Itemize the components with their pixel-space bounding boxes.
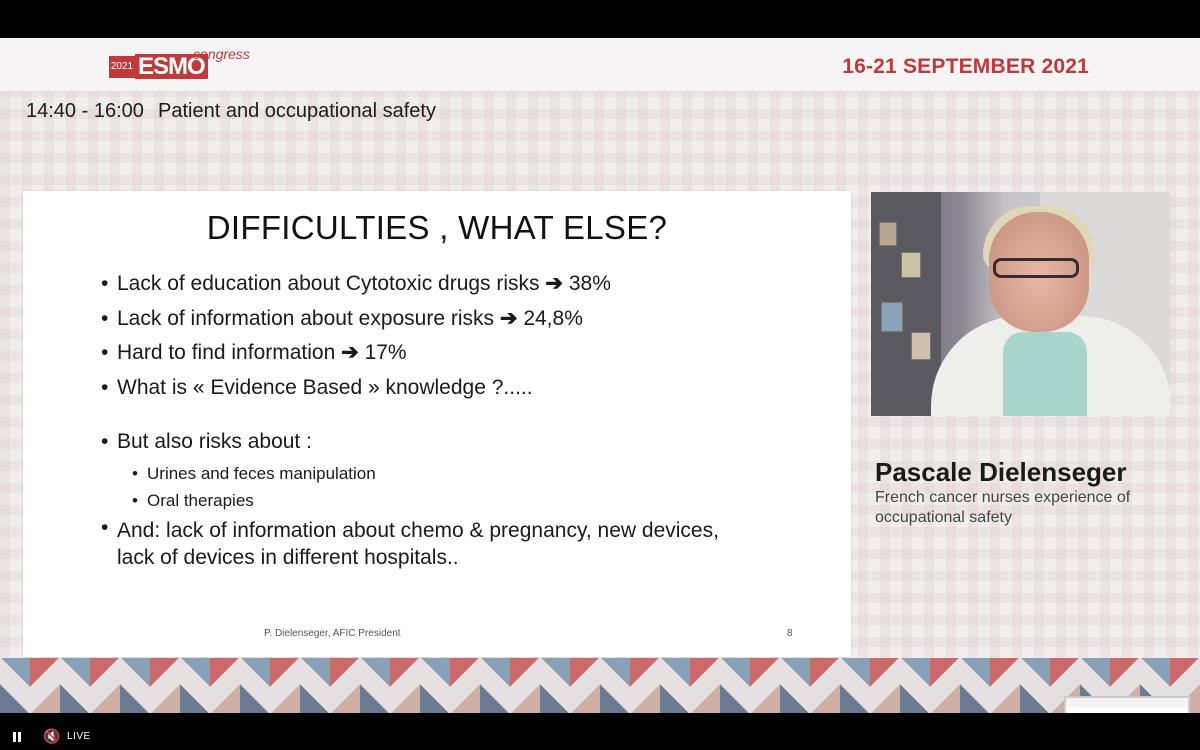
sub-bullet-urines: • Urines and feces manipulation xyxy=(101,460,761,487)
preview-thumbnail[interactable] xyxy=(1064,696,1190,713)
bullet-value: 24,8% xyxy=(523,306,583,330)
live-badge: LIVE xyxy=(67,731,91,742)
slide-page-number: 8 xyxy=(787,628,793,639)
bullet-text: What is « Evidence Based » knowledge ?..... xyxy=(117,375,533,399)
thumbnail-header xyxy=(1066,698,1188,707)
speaker-name: Pascale Dielenseger xyxy=(875,457,1127,487)
bullet-evidence xyxy=(101,371,611,406)
bullet-value: 38% xyxy=(568,272,611,295)
bullet-also: • But also risks about : xyxy=(101,425,761,460)
bullet-find-info xyxy=(101,336,611,371)
bullet-text: Hard to find information xyxy=(117,341,336,364)
fridge-photo xyxy=(879,222,897,246)
bullet-and: • And: lack of information about chemo & pregnancy, new devices, lack of devices in different hospitals.. xyxy=(101,514,761,571)
arrow-right-icon: ➔ xyxy=(341,341,359,364)
slide-bullet-list xyxy=(101,267,611,405)
bullet-value: 17% xyxy=(364,341,407,364)
muted-speaker-icon[interactable]: 🔇 xyxy=(43,728,61,744)
bullet-education xyxy=(101,267,611,302)
speaker-shirt xyxy=(1003,332,1087,416)
speaker-video xyxy=(871,192,1170,416)
arrow-right-icon: ➔ xyxy=(545,272,564,295)
event-dates: 16-21 SEPTEMBER 2021 xyxy=(842,55,1089,78)
logo-year: 2021 xyxy=(109,56,135,78)
slide-title: DIFFICULTIES , WHAT ELSE? xyxy=(206,209,668,246)
bullet-text: Lack of information about exposure risks xyxy=(117,306,495,330)
slide-also-list xyxy=(101,425,761,571)
top-letterbox xyxy=(0,0,1200,38)
decorative-triangle-band xyxy=(0,658,1200,713)
fridge-photo xyxy=(901,252,921,278)
fridge-photo xyxy=(881,302,903,332)
speaker-role: French cancer nurses experience of occupational safety xyxy=(875,489,1131,526)
bullet-exposure xyxy=(101,302,611,337)
fridge-photo xyxy=(911,332,931,360)
esmo-logo xyxy=(109,46,249,80)
slide-footer: P. Dielenseger, AFIC President xyxy=(264,628,401,639)
session-title: Patient and occupational safety xyxy=(158,100,436,122)
arrow-right-icon: ➔ xyxy=(499,306,518,330)
event-header xyxy=(0,38,1200,92)
logo-brand: ESMO xyxy=(135,54,208,79)
speaker-glasses xyxy=(993,258,1079,278)
logo-suffix: congress xyxy=(193,46,250,62)
session-time: 14:40 - 16:00 xyxy=(26,100,144,122)
presentation-slide xyxy=(23,191,851,657)
video-stage xyxy=(0,38,1200,713)
pause-icon[interactable] xyxy=(12,723,22,750)
bullet-text: Lack of education about Cytotoxic drugs risks xyxy=(117,272,540,295)
sub-bullet-oral: • Oral therapies xyxy=(101,487,761,514)
player-controls xyxy=(0,723,1200,750)
